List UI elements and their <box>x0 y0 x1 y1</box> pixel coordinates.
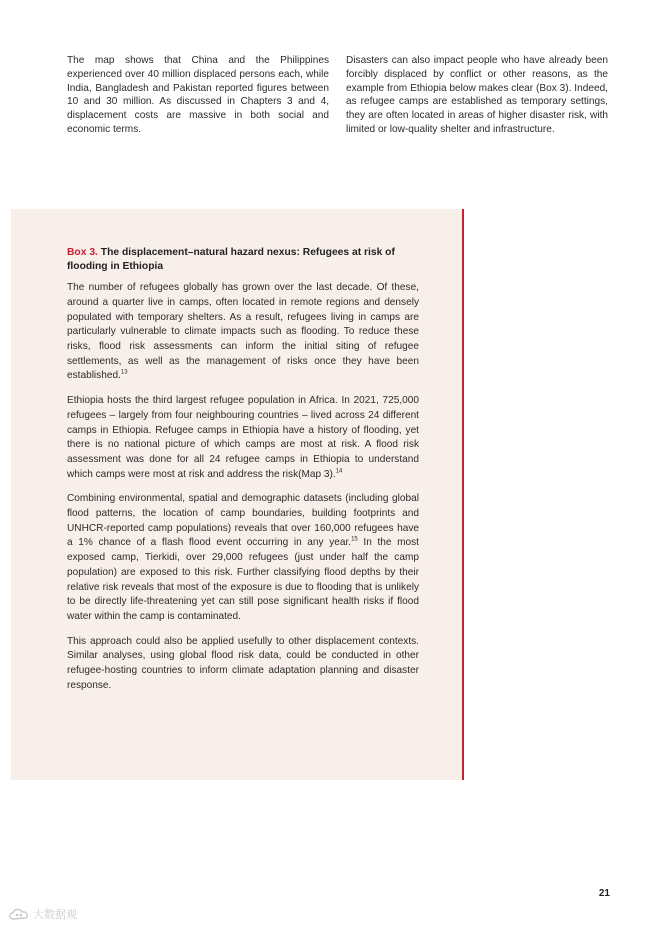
box-paragraph-1 <box>67 281 419 384</box>
cloud-logo-icon <box>8 907 30 921</box>
box-paragraph-2 <box>67 394 419 482</box>
box-paragraph-3 <box>67 492 419 624</box>
watermark <box>8 906 77 922</box>
box-3-content <box>67 246 419 703</box>
footnote-ref-13[interactable]: 13 <box>120 370 128 377</box>
footnote-ref-15[interactable]: 15 <box>351 537 358 544</box>
box-title-text: The displacement–natural hazard nexus: Refugees at risk of flooding in Ethiopia <box>67 247 395 272</box>
paragraph-text: The number of refugees globally has grown over the last decade. Of these, around a quarter live in camps, often located in remote regions and densely populated with temporary shelters. As a result, refugees living in camps are particularly vulnerable to climate impacts such as flooding. To reduce these risks, flood risk assessments can inform the initial siting of refugee settlements, as well as the management of risks once they have been established. <box>67 282 419 382</box>
footnote-ref-14[interactable]: 14 <box>335 468 343 475</box>
watermark-text: 大数据观 <box>33 909 77 921</box>
page-number: 21 <box>598 888 610 899</box>
box-label: Box 3. <box>67 247 98 258</box>
right-column-text: Disasters can also impact people who have already been forcibly displaced by conflict or other reasons, as the example from Ethiopia below makes clear (Box 3). Indeed, as refugee camps are established as temporary settings, they are often located in areas of higher disaster risk, with limited or low-quality shelter and infrastructure. <box>346 55 608 135</box>
paragraph-text: This approach could also be applied usefully to other displacement contexts. Similar analyses, using global flood risk data, could be conducted in other refugee-hosting countries to inform climate adaptation planning and disaster response. <box>67 635 419 691</box>
box-paragraph-4 <box>67 635 419 694</box>
box-3-panel <box>11 209 464 780</box>
paragraph-text: Combining environmental, spatial and demographic datasets (including global flood patterns, the location of camp boundaries, building footprints and UNHCR-reported camp populations) reveals that over 160,000 refugees have a 1% chance of a flash flood event occurring in any year. <box>67 493 419 549</box>
paragraph-text-continued: In the most exposed camp, Tierkidi, over 29,000 refugees (just under half the camp population) are exposed to this risk. Further classifying flood depths by their relative risk reveals that most of the exposure is due to flooding that is unlikely to be directly life-threatening yet can still pose significant health risks if flood water within the camp is contaminated. <box>67 537 419 622</box>
box-title <box>67 246 419 273</box>
paragraph-text: Ethiopia hosts the third largest refugee population in Africa. In 2021, 725,000 refugees – largely from four neighbouring countries – lived across 24 different camps in Ethiopia. Refugee camps in Ethiopia have a history of flooding, yet there is no national picture of which camps are most at risk. A flood risk assessment was done for all 24 refugee camps in Ethiopia to understand which camps were most at risk and address the risk(Map 3). <box>67 395 419 480</box>
left-column-text: The map shows that China and the Philippines experienced over 40 million displaced persons each, while India, Bangladesh and Pakistan reported figures between 10 and 30 million. As discussed in Chapters 3 and 4, displacement costs are massive in both social and economic terms. <box>67 55 329 135</box>
